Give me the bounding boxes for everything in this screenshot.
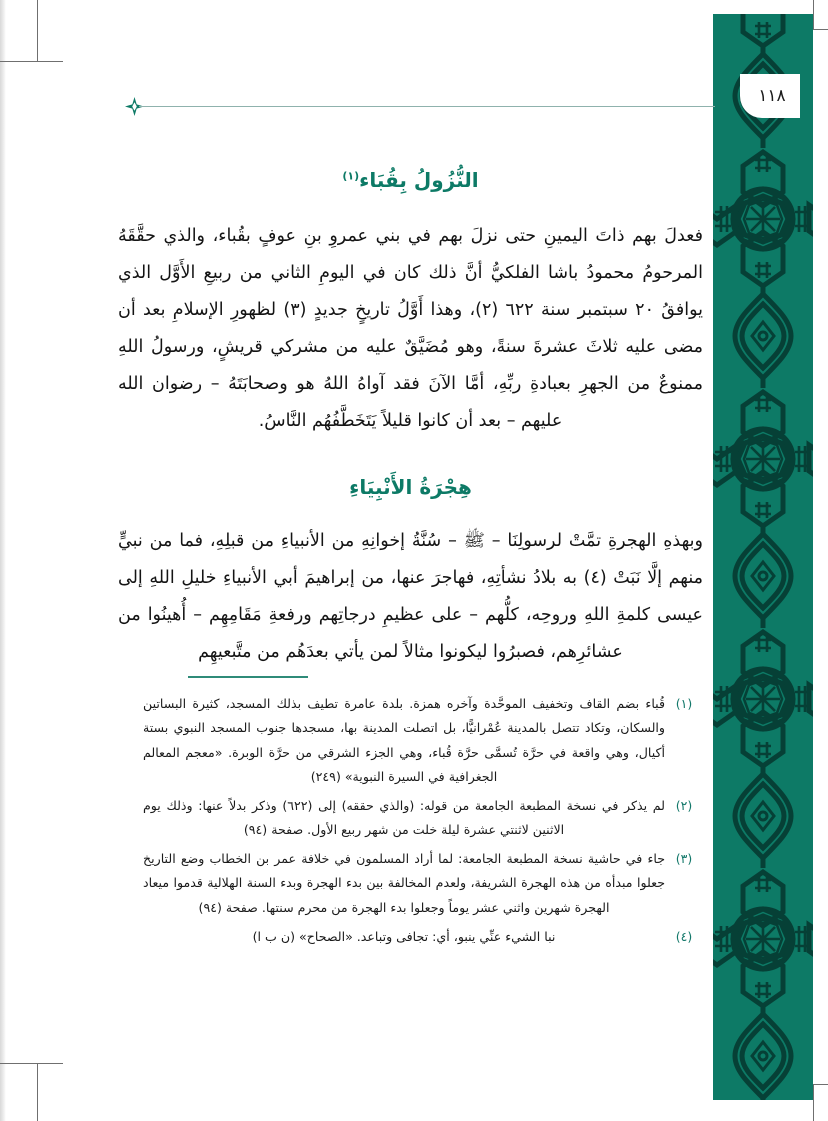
footnote-item [143,794,703,843]
header-divider [139,106,715,107]
section-title-footnote-marker: (١) [342,169,360,183]
section-title-nuzul [118,168,703,192]
header-rule-group [125,96,715,118]
page-number [740,74,800,118]
footnote-number: (١) [675,695,693,711]
section-title-text: النُّزُولُ بِقُبَاء [359,168,479,192]
footnote-text: قُباء بضم القاف وتخفيف الموحَّدة وآخره همزة. بلدة عامرة تطيف بذلك المسجد، كثيرة البساتين والسكان، وتكاد تتصل بالمدينة عُمْرانيًّا، بل اتصلت المدينة بها، مسجدها جنوب المسجد النبوي بستة أكيال، وهي واقعة في حرَّة تُسمَّى حرَّة قُباء، وهي الجزء الشرقي من حرَّة الوبرة. «معجم المعالم الجغرافية في السيرة النبوية» (٢٤٩) [143,695,665,785]
islamic-geometric-border-icon [713,14,813,1100]
scan-edge-shadow [0,0,6,1121]
paragraph-hijra: وبهذهِ الهجرةِ تمَّتْ لرسولِنَا – ﷺ – سُنَّةُ إخوانِهِ من الأنبياءِ من قبلِهِ، فما من نبيٍّ منهم إلَّا نَبَتْ (٤) به بلادُ نشأتِهِ، فهاجرَ عنها، من إبراهيمَ أبي الأنبياءِ خليلِ اللهِ إلى عيسى كلمةِ اللهِ وروحِه، كلُّهم – على عظيمِ درجاتِهم ورفعةِ مَقَامِهِم – أُهينُوا من عشائرِهم، فصبرُوا ليكونوا مثالاً لمن يأتي بعدَهُم من متَّبعيهِم [118,530,703,662]
footnote-text: نبا الشيء عنِّي ينبو، أي: تجافى وتباعد. «الصحاح» (ن ب ا) [252,928,556,944]
footnote-number: (٢) [675,797,693,813]
footnotes-block [143,676,703,953]
footnote-text: جاء في حاشية نسخة المطبعة الجامعة: لما أراد المسلمون في خلافة عمر بن الخطاب وضع التاريخ جعلوا مبدأه من هذه الهجرة الشريفة، ولعدم المخالفة بين بدء الهجرة وبدء السنة الهلالية قدموا ميعاد الهجرة شهرين واثني عشر يوماً وجعلوا بدء الهجرة من محرم سنتها. صفحة (٩٤) [143,850,665,915]
crop-mark-bottom-left-horizontal [0,1063,63,1064]
crop-mark-top-left-vertical [37,0,38,62]
section-title-text-2: هِجْرَةُ الأَنْبِيَاءِ [349,474,472,499]
crop-mark-top-right-vertical [813,0,814,30]
footnote-number: (٣) [675,850,693,866]
crop-mark-bottom-left-vertical [37,1064,38,1121]
section-title-hijra [118,475,703,499]
footnote-divider [188,676,308,678]
footnote-text: لم يذكر في نسخة المطبعة الجامعة من قوله: (والذي حققه) إلى (٦٢٢) وذكر بدلاً عنها: وذلك يوم الاثنين لاثنتي عشرة ليلة خلت من شهر ربيع الأول. صفحة (٩٤) [143,797,665,838]
footnote-item [143,847,703,921]
paragraph-nuzul: فعدلَ بهم ذاتَ اليمينِ حتى نزلَ بهم في بني عمروِ بنِ عوفٍ بقُباء، والذي حقَّقَهُ المرحومُ محمودُ باشا الفلكيُّ أنَّ ذلك كان في اليومِ الثاني من ربيعِ الأَوَّل الذي يوافقُ ٢٠ سبتمبر سنة ٦٢٢ (٢)، وهذا أَوَّلُ تاريخٍ جديدٍ (٣) لظهورِ الإسلامِ بعد أن مضى عليه ثلاثَ عشرةَ سنةً، وهو مُضَيَّقٌ عليه من مشركي قريشٍ، ورسولُ اللهِ ممنوعٌ من الجهرِ بعبادةِ ربِّهِ، أمَّا الآنَ فقد آواهُ اللهُ هو وصحابَتَهُ – رضوان الله عليهم – بعد أن كانوا قليلاً يَتَخَطَّفُهُم النَّاسُ. [118,226,704,432]
crop-mark-top-left-horizontal [0,61,63,62]
page-content [118,150,703,685]
crop-mark-bottom-right-vertical [813,1085,814,1121]
footnote-number: (٤) [675,928,693,944]
footnote-item [143,925,703,950]
footnote-item [143,692,703,790]
page-number-value: ١١٨ [758,86,786,105]
